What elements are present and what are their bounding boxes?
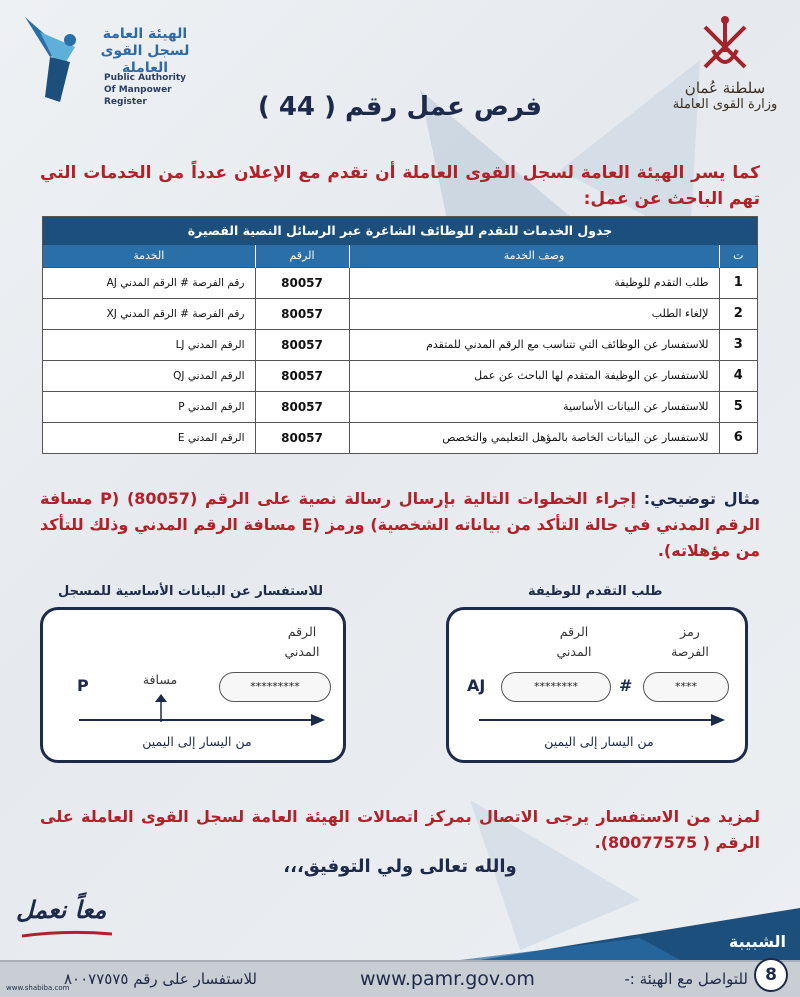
row-num: 2 <box>719 298 757 329</box>
row-service: الرقم المدني E <box>43 422 255 453</box>
civil-label-line2: المدني <box>556 644 592 659</box>
code-label-line1: رمز <box>680 624 700 639</box>
footer-bar <box>0 960 800 997</box>
table-row <box>43 391 757 422</box>
diagram-right <box>446 607 748 763</box>
sultanate-name: سلطنة عُمان <box>684 79 766 97</box>
row-num: 6 <box>719 422 757 453</box>
code-p: P <box>77 676 89 695</box>
table-row <box>43 329 757 360</box>
row-desc: للاستفسار عن البيانات الخاصة بالمؤهل التعليمي والتخصص <box>349 422 719 453</box>
row-desc: لإلغاء الطلب <box>349 298 719 329</box>
row-service: الرقم المدني LJ <box>43 329 255 360</box>
row-service: رقم الفرصة # الرقم المدني AJ <box>43 267 255 298</box>
row-code: 80057 <box>255 391 349 422</box>
hash-symbol: # <box>619 676 633 695</box>
civil-label-line1: الرقم <box>559 624 589 639</box>
row-code: 80057 <box>255 329 349 360</box>
row-num: 1 <box>719 267 757 298</box>
row-num: 4 <box>719 360 757 391</box>
row-code: 80057 <box>255 298 349 329</box>
row-code: 80057 <box>255 267 349 298</box>
header-desc: وصف الخدمة <box>349 245 719 267</box>
oman-emblem-icon <box>695 12 755 77</box>
brand-name: الشبيبة <box>728 932 786 951</box>
footer-shapes <box>440 898 800 962</box>
row-service: الرقم المدني QJ <box>43 360 255 391</box>
table-row <box>43 267 757 298</box>
website-link[interactable]: www.pamr.gov.om <box>360 968 535 990</box>
header-service: الخدمة <box>43 245 255 267</box>
civil-label-line1: الرقم <box>287 624 317 639</box>
civil-number-pill: ********* <box>219 672 331 702</box>
direction-label: من اليسار إلى اليمين <box>142 734 252 749</box>
civil-number-label <box>529 622 619 662</box>
services-table <box>42 216 758 454</box>
row-desc: للاستفسار عن الوظائف التي تتناسب مع الرقم المدني للمتقدم <box>349 329 719 360</box>
slogan-logo: معاً نعمل <box>16 896 107 924</box>
direction-arrow-icon <box>79 714 325 726</box>
example-paragraph <box>40 486 760 564</box>
example-lead: مثال توضيحي: <box>643 489 761 508</box>
table-row <box>43 298 757 329</box>
row-service: رقم الفرصة # الرقم المدني XJ <box>43 298 255 329</box>
row-service: الرقم المدني P <box>43 391 255 422</box>
row-desc: طلب التقدم للوظيفة <box>349 267 719 298</box>
authority-name-en-line1: Public Authority <box>104 73 187 83</box>
row-desc: للاستفسار عن البيانات الأساسية <box>349 391 719 422</box>
closing-line: والله تعالى ولي التوفيق،،، <box>283 856 517 877</box>
opportunity-code-pill: **** <box>643 672 729 702</box>
table-title: جدول الخدمات للتقدم للوظائف الشاغرة عبر الرسائل النصية القصيرة <box>43 217 757 245</box>
header-num: ت <box>719 245 757 267</box>
table-row <box>43 422 757 453</box>
page-number: 8 <box>754 958 788 992</box>
page-title: فرص عمل رقم ( 44 ) <box>257 92 543 122</box>
newspaper-site[interactable]: www.shabiba.com <box>6 984 70 992</box>
row-code: 80057 <box>255 422 349 453</box>
row-num: 3 <box>719 329 757 360</box>
civil-label-line2: المدني <box>284 644 320 659</box>
diagram-left <box>40 607 346 763</box>
inquiry-phone: للاستفسار على رقم ٨٠٠٧٧٥٧٥ <box>64 970 257 988</box>
direction-arrow-icon <box>479 714 725 726</box>
code-aj: AJ <box>467 676 486 695</box>
civil-number-pill: ******** <box>501 672 611 702</box>
row-desc: للاستفسار عن الوظيفة المتقدم لها الباحث عن عمل <box>349 360 719 391</box>
header-code: الرقم <box>255 245 349 267</box>
row-code: 80057 <box>255 360 349 391</box>
example-text: إجراء الخطوات التالية بإرسال رسالة نصية على الرقم (80057) (P مسافة الرقم المدني في حالة التأكد من بياناته الشخصية) ورمز (E مسافة الرقم المدني وذلك للتأكد من مؤهلاته). <box>40 489 760 560</box>
table-row <box>43 360 757 391</box>
opportunity-code-label <box>645 622 735 662</box>
ministry-name: وزارة القوى العاملة <box>672 97 778 112</box>
contact-label: للتواصل مع الهيئة :- <box>624 970 748 988</box>
slogan-swoosh-icon <box>22 930 112 938</box>
diagram-left-title: للاستفسار عن البيانات الأساسية للمسجل <box>58 584 324 599</box>
diagram-right-title: طلب التقدم للوظيفة <box>528 584 663 599</box>
contact-note: لمزيد من الاستفسار يرجى الاتصال بمركز اتصالات الهيئة العامة لسجل القوى العاملة على الرقم ( 80077575). <box>40 807 760 852</box>
authority-name-ar: الهيئة العامة لسجل القوى العاملة <box>100 26 190 76</box>
intro-paragraph: كما يسر الهيئة العامة لسجل القوى العاملة أن تقدم مع الإعلان عدداً من الخدمات التي تهم الباحث عن عمل: <box>40 163 760 209</box>
direction-label: من اليسار إلى اليمين <box>544 734 654 749</box>
space-label: مسافة <box>142 672 178 687</box>
code-label-line2: الفرصة <box>671 644 709 659</box>
authority-name-en-line2: Of Manpower Register <box>104 85 172 107</box>
row-num: 5 <box>719 391 757 422</box>
civil-number-label <box>257 622 347 662</box>
